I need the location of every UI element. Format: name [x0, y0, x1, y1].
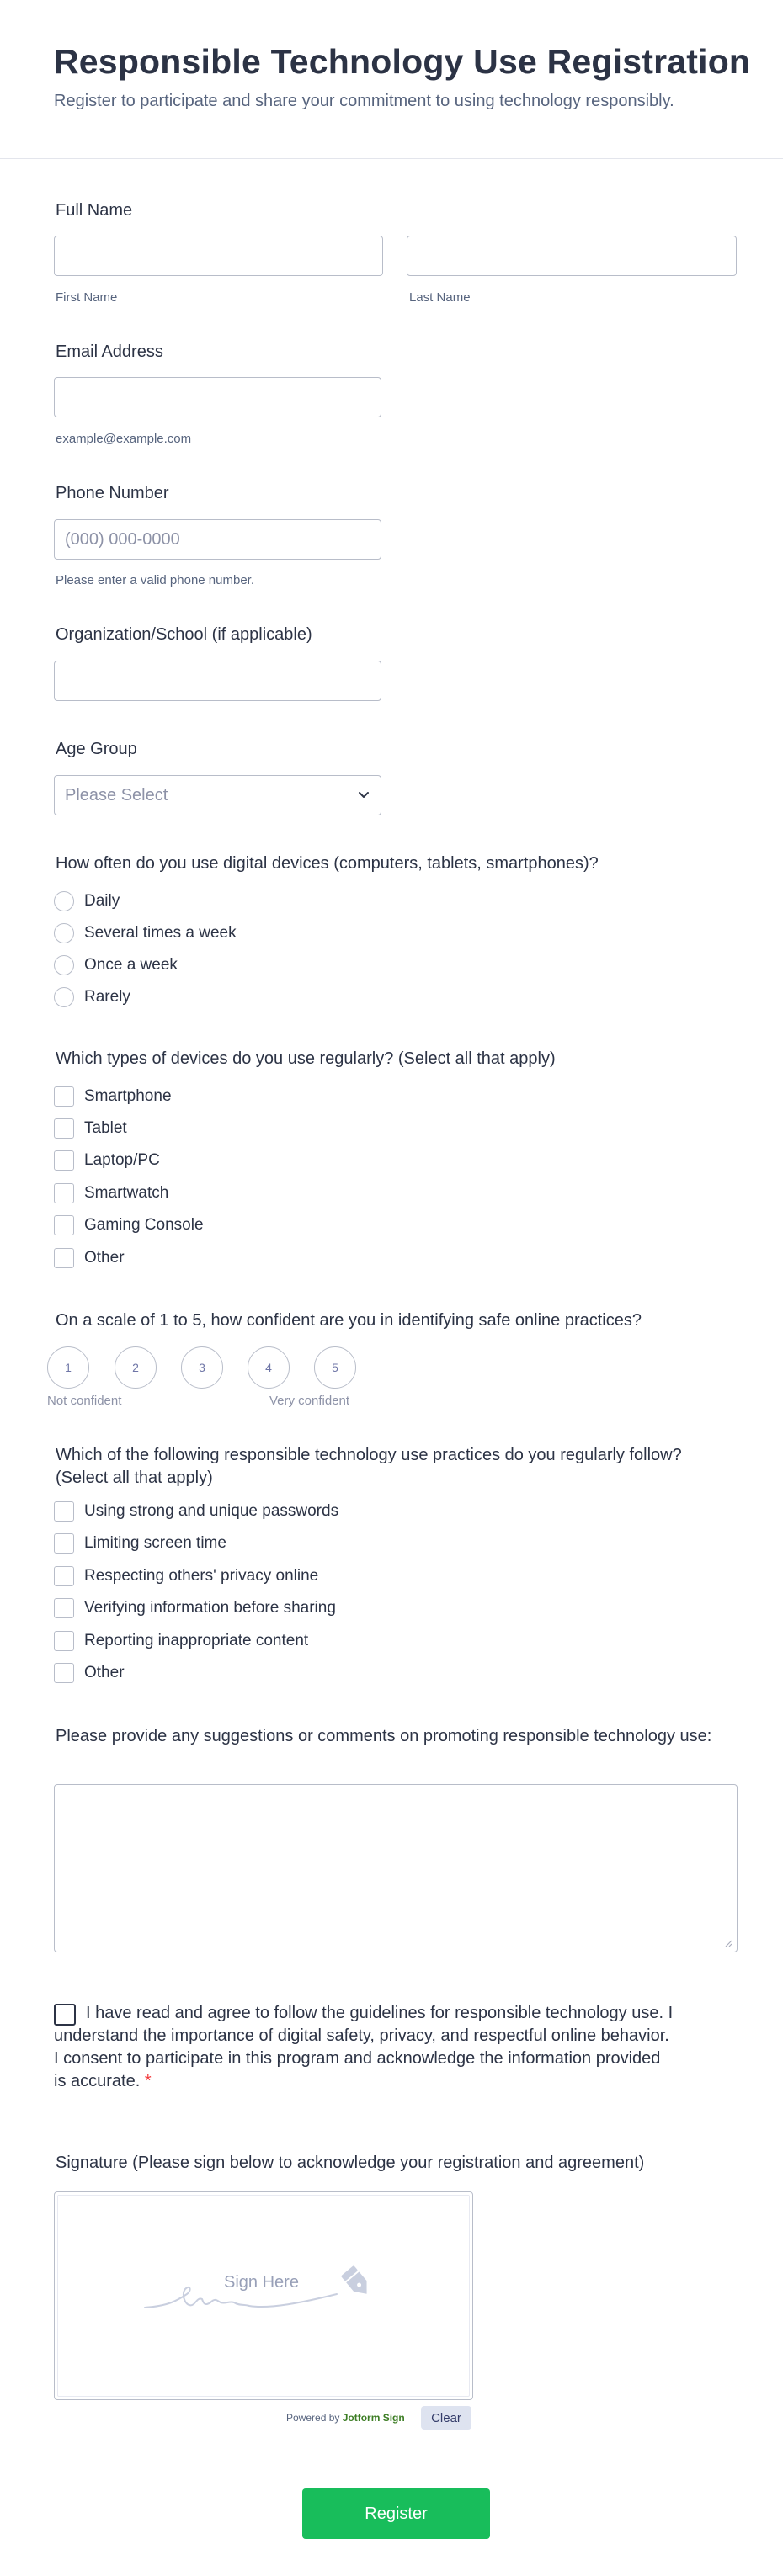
organization-label: Organization/School (if applicable)	[56, 625, 312, 644]
checkbox[interactable]	[54, 1183, 74, 1203]
age-group-select[interactable]	[54, 775, 381, 815]
last-name-sublabel: Last Name	[409, 290, 471, 305]
checkbox-option[interactable]	[54, 1564, 318, 1588]
checkbox[interactable]	[54, 1150, 74, 1171]
scale-option-3[interactable]: 3	[181, 1346, 223, 1389]
radio-option-label: Daily	[84, 892, 120, 910]
checkbox-option[interactable]	[54, 1117, 127, 1140]
scale-option-1[interactable]: 1	[47, 1346, 89, 1389]
resize-grip-icon[interactable]	[722, 1937, 732, 1947]
checkbox[interactable]	[54, 1086, 74, 1107]
powered-by-brand: Jotform Sign	[342, 2412, 405, 2424]
checkbox-option-label: Limiting screen time	[84, 1534, 226, 1552]
checkbox-option-label: Verifying information before sharing	[84, 1599, 336, 1617]
checkbox-option-label: Using strong and unique passwords	[84, 1502, 339, 1520]
radio-option[interactable]	[54, 890, 120, 913]
radio-option[interactable]	[54, 953, 178, 977]
email-input[interactable]	[54, 377, 381, 417]
signature-label: Signature (Please sign below to acknowledge your registration and agreement)	[56, 2154, 645, 2172]
checkbox-option-label: Tablet	[84, 1119, 127, 1137]
radio-option-label: Once a week	[84, 956, 178, 974]
checkbox[interactable]	[54, 1631, 74, 1651]
agreement-label	[54, 2002, 677, 2093]
full-name-label: Full Name	[56, 201, 133, 220]
checkbox[interactable]	[54, 1533, 74, 1554]
form-header	[0, 0, 783, 159]
checkbox-option-label: Respecting others' privacy online	[84, 1567, 319, 1585]
checkbox-option[interactable]	[54, 1214, 204, 1237]
email-sublabel: example@example.com	[56, 432, 192, 446]
checkbox[interactable]	[54, 1248, 74, 1268]
radio-button[interactable]	[54, 923, 74, 943]
checkbox-option-label: Other	[84, 1249, 125, 1267]
age-group-label: Age Group	[56, 740, 137, 758]
suggestions-label: Please provide any suggestions or comments on promoting responsible technology use:	[56, 1727, 712, 1745]
clear-signature-button[interactable]: Clear	[421, 2406, 471, 2430]
radio-option[interactable]	[54, 922, 237, 945]
register-button[interactable]: Register	[302, 2488, 490, 2539]
phone-sublabel: Please enter a valid phone number.	[56, 573, 254, 587]
radio-option-label: Rarely	[84, 988, 130, 1006]
phone-input[interactable]	[54, 519, 381, 560]
scale-option-4[interactable]: 4	[248, 1346, 290, 1389]
radio-button[interactable]	[54, 891, 74, 911]
checkbox[interactable]	[54, 1598, 74, 1618]
checkbox-option-label: Other	[84, 1664, 125, 1681]
device-types-label: Which types of devices do you use regularly? (Select all that apply)	[56, 1049, 556, 1068]
confidence-label: On a scale of 1 to 5, how confident are you in identifying safe online practices?	[56, 1311, 642, 1330]
form-title: Responsible Technology Use Registration	[54, 42, 751, 81]
powered-by-text: Powered by	[286, 2412, 340, 2424]
first-name-sublabel: First Name	[56, 290, 118, 305]
checkbox-option-label: Laptop/PC	[84, 1151, 160, 1169]
checkbox-option[interactable]	[54, 1085, 172, 1108]
scale-option-5[interactable]: 5	[314, 1346, 356, 1389]
scale-min-caption: Not confident	[47, 1394, 122, 1408]
first-name-input[interactable]	[54, 236, 383, 276]
checkbox-option[interactable]	[54, 1629, 308, 1653]
radio-button[interactable]	[54, 955, 74, 975]
checkbox-option[interactable]	[54, 1246, 125, 1270]
form-subtitle: Register to participate and share your commitment to using technology responsibly.	[54, 92, 674, 110]
radio-option-label: Several times a week	[84, 924, 237, 942]
chevron-down-icon	[357, 790, 370, 800]
checkbox[interactable]	[54, 1663, 74, 1683]
radio-button[interactable]	[54, 987, 74, 1007]
checkbox[interactable]	[54, 1118, 74, 1139]
device-frequency-label: How often do you use digital devices (computers, tablets, smartphones)?	[56, 854, 599, 873]
checkbox-option[interactable]	[54, 1661, 125, 1685]
signature-placeholder: Sign Here	[224, 2273, 299, 2292]
radio-option[interactable]	[54, 985, 130, 1009]
checkbox-option[interactable]	[54, 1500, 338, 1523]
agreement-text: I have read and agree to follow the guidelines for responsible technology use. I understand the importance of digital safety, privacy, and respectful online behavior. I consent to participate in this program and acknowledge the information provided is accurate.	[54, 2004, 674, 2090]
checkbox-option-label: Smartwatch	[84, 1184, 169, 1202]
checkbox-option[interactable]	[54, 1596, 336, 1620]
suggestions-textarea[interactable]	[54, 1784, 738, 1952]
scale-max-caption: Very confident	[269, 1394, 350, 1408]
age-group-selected-value: Please Select	[65, 786, 168, 805]
scale-option-2[interactable]: 2	[115, 1346, 157, 1389]
practices-label: Which of the following responsible technology use practices do you regularly follow? (Select all that apply)	[56, 1446, 682, 1487]
checkbox-option-label: Smartphone	[84, 1087, 172, 1105]
checkbox[interactable]	[54, 1566, 74, 1586]
checkbox-option-label: Gaming Console	[84, 1216, 204, 1234]
checkbox[interactable]	[54, 1501, 74, 1522]
organization-input[interactable]	[54, 661, 381, 701]
powered-by	[286, 2412, 405, 2424]
last-name-input[interactable]	[407, 236, 737, 276]
checkbox-option[interactable]	[54, 1182, 168, 1205]
checkbox-option-label: Reporting inappropriate content	[84, 1632, 309, 1649]
checkbox-option[interactable]	[54, 1532, 226, 1555]
phone-label: Phone Number	[56, 484, 169, 502]
required-asterisk: *	[144, 2072, 152, 2090]
email-label: Email Address	[56, 343, 163, 361]
checkbox-option[interactable]	[54, 1149, 160, 1172]
checkbox[interactable]	[54, 1215, 74, 1235]
